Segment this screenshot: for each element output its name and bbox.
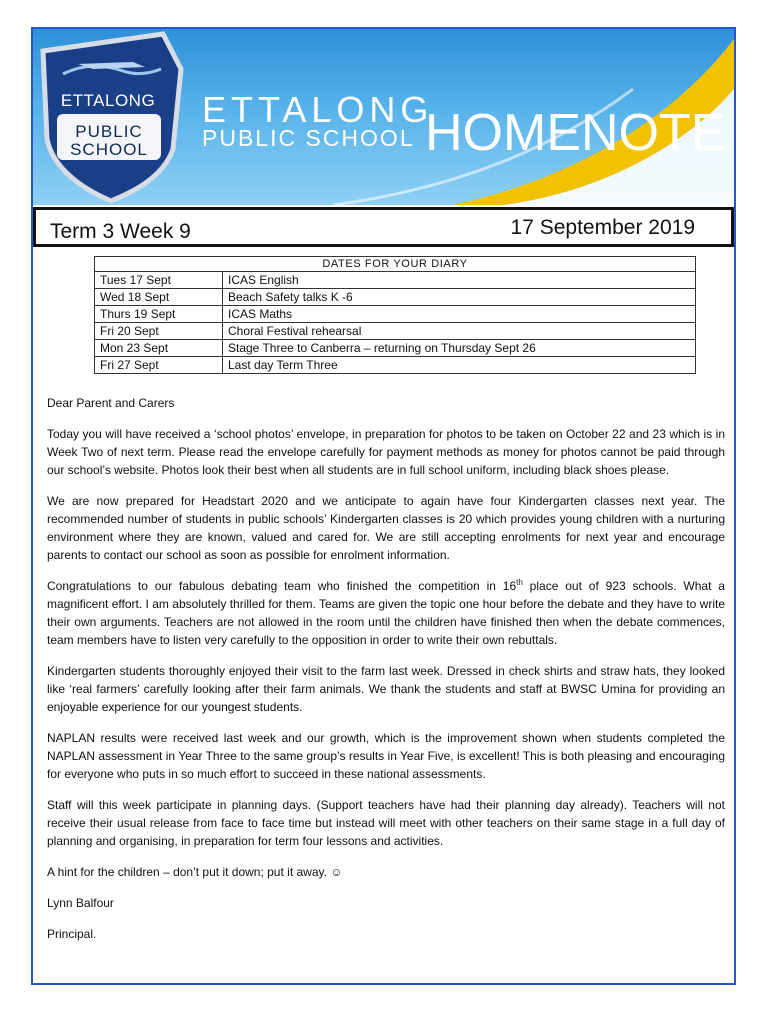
paragraph-hint: A hint for the children – don’t put it down; put it away. ☺ bbox=[47, 865, 343, 879]
table-row bbox=[95, 272, 696, 289]
crest-school-name: ETTALONG bbox=[60, 91, 156, 110]
letter-body bbox=[47, 394, 725, 956]
diary-date: Wed 18 Sept bbox=[95, 289, 223, 306]
paragraph-planning-days: Staff will this week participate in planning days. (Support teachers have had their planning day already). Teachers will not receive their usual release from face to face time but instead will meet with other teachers on their same stage in a full day of planning and organising, in preparation for term four lessons and activities. bbox=[47, 798, 725, 848]
paragraph-photos: Today you will have received a ‘school photos’ envelope, in preparation for photos to be taken on October 22 and 23 which is in Week Two of next term. Please read the envelope carefully for payment methods as money for photos cannot be paid through our school’s website. Photos look their best when all students are in full school uniform, including black shoes please. bbox=[47, 427, 725, 477]
diary-date: Fri 27 Sept bbox=[95, 357, 223, 374]
diary-event: Beach Safety talks K -6 bbox=[223, 289, 696, 306]
school-name-line2: PUBLIC SCHOOL bbox=[202, 125, 415, 151]
header-banner bbox=[33, 29, 734, 205]
paragraph-farm-visit: Kindergarten students thoroughly enjoyed their visit to the farm last week. Dressed in check shirts and straw hats, they looked like ‘real farmers’ carefully looking after their farm animals. We thank the students and staff at BWSC Umina for providing an enjoyable experience for our youngest students. bbox=[47, 664, 725, 714]
newsletter-title: HOMENOTE bbox=[425, 104, 726, 162]
diary-date: Mon 23 Sept bbox=[95, 340, 223, 357]
table-row bbox=[95, 357, 696, 374]
diary-date: Fri 20 Sept bbox=[95, 323, 223, 340]
debating-text-b: place out of 923 schools. What a magnificent effort. I am absolutely thrilled for them. Teams are given the topic one hour before the debate and they have to write their own arguments. Teachers are not allowed in the room until the children have finished then when the debate commences, team members have to listen very carefully to the opposition in order to write their own rebuttals. bbox=[47, 579, 725, 647]
table-row bbox=[95, 289, 696, 306]
term-bar bbox=[33, 207, 734, 247]
diary-event: ICAS English bbox=[223, 272, 696, 289]
letter-greeting: Dear Parent and Carers bbox=[47, 396, 175, 410]
diary-heading: DATES FOR YOUR DIARY bbox=[95, 257, 696, 272]
diary-event: Last day Term Three bbox=[223, 357, 696, 374]
school-name-line1: ETTALONG bbox=[202, 89, 434, 130]
crest-public-label: PUBLIC bbox=[75, 122, 143, 141]
table-row bbox=[95, 306, 696, 323]
term-week-label: Term 3 Week 9 bbox=[50, 220, 191, 243]
paragraph-headstart: We are now prepared for Headstart 2020 and we anticipate to again have four Kindergarten classes next year. The recommended number of students in public schools’ Kindergarten classes is 20 which provides young children with a nurturing environment where they are known, valued and cared for. We are still accepting enrolments for next year and encourage parents to contact our school as soon as possible for enrolment information. bbox=[47, 494, 725, 562]
diary-table bbox=[94, 256, 696, 374]
diary-event: Choral Festival rehearsal bbox=[223, 323, 696, 340]
signoff-role: Principal. bbox=[47, 927, 97, 941]
issue-date: 17 September 2019 bbox=[510, 216, 695, 239]
crest-school-label: SCHOOL bbox=[70, 140, 148, 159]
diary-event: Stage Three to Canberra – returning on Thursday Sept 26 bbox=[223, 340, 696, 357]
ordinal-suffix: th bbox=[516, 578, 523, 587]
table-row bbox=[95, 340, 696, 357]
diary-date: Thurs 19 Sept bbox=[95, 306, 223, 323]
signoff-name: Lynn Balfour bbox=[47, 896, 114, 910]
diary-date: Tues 17 Sept bbox=[95, 272, 223, 289]
diary-header-row bbox=[95, 257, 696, 272]
paragraph-debating bbox=[47, 577, 725, 649]
table-row bbox=[95, 323, 696, 340]
debating-text-a: Congratulations to our fabulous debating team who finished the competition in 16 bbox=[47, 579, 517, 593]
paragraph-naplan: NAPLAN results were received last week and our growth, which is the improvement shown when students completed the NAPLAN assessment in Year Three to the same group’s results in Year Five, is excellent! This is both pleasing and encouraging for everyone who puts in so much effort to succeed in these national assessments. bbox=[47, 731, 725, 781]
diary-event: ICAS Maths bbox=[223, 306, 696, 323]
